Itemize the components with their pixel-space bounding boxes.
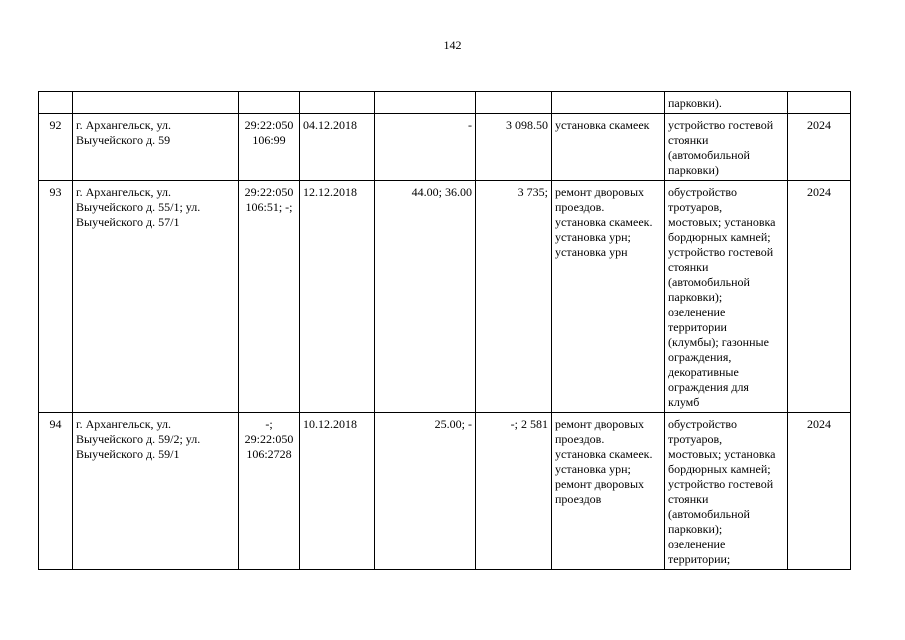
cell-work xyxy=(552,114,665,181)
cell-plan-line: ограждения для xyxy=(668,380,749,394)
cell-work-line: установка скамеек. xyxy=(555,447,653,461)
cell-cost xyxy=(476,92,552,114)
cell-date-text: 04.12.2018 xyxy=(303,118,357,132)
cell-plan-line: устройство гостевой xyxy=(668,118,774,132)
cell-address-line: г. Архангельск, ул. xyxy=(76,417,171,431)
cell-work-line: установка скамеек xyxy=(555,118,650,132)
cell-address-line: Выучейского д. 59 xyxy=(76,133,171,147)
cell-cost xyxy=(476,114,552,181)
cell-cost xyxy=(476,181,552,413)
table-row xyxy=(39,181,851,413)
cell-plan-line: (клумбы); газонные xyxy=(668,335,769,349)
cell-year xyxy=(788,92,851,114)
cell-cadastral-line: 106:51; -; xyxy=(245,200,293,214)
cell-plan-line: мостовых; установка xyxy=(668,215,776,229)
cell-date xyxy=(300,413,375,570)
cell-cost-text: 3 098.50 xyxy=(506,118,548,132)
cell-area xyxy=(375,92,476,114)
cell-cadastral xyxy=(239,92,300,114)
cell-cost-text: 3 735; xyxy=(517,185,548,199)
cell-date xyxy=(300,114,375,181)
cell-num xyxy=(39,92,73,114)
cell-work-line: ремонт дворовых xyxy=(555,417,645,431)
cell-cadastral-line: -; xyxy=(265,417,273,431)
cell-cadastral-line: 29:22:050 xyxy=(244,432,294,446)
cell-plan-line: мостовых; установка xyxy=(668,447,776,461)
cell-year xyxy=(788,181,851,413)
cell-plan-line: (автомобильной xyxy=(668,507,750,521)
cell-address xyxy=(73,114,239,181)
cell-plan-line: стоянки xyxy=(668,492,709,506)
cell-plan-line: озеленение xyxy=(668,305,726,319)
cell-plan-line: парковки); xyxy=(668,522,723,536)
cell-num-text: 92 xyxy=(49,118,62,132)
cell-plan-line: тротуаров, xyxy=(668,200,723,214)
cell-plan xyxy=(665,114,788,181)
cell-plan-line: бордюрных камней; xyxy=(668,230,771,244)
plan-text: парковки). xyxy=(668,96,722,110)
cell-year-text: 2024 xyxy=(807,118,831,132)
cell-work-line: установка скамеек. xyxy=(555,215,653,229)
cell-area-text: 44.00; 36.00 xyxy=(411,185,472,199)
cell-year-text: 2024 xyxy=(807,417,831,431)
cell-num xyxy=(39,413,73,570)
cell-work-line: ремонт дворовых xyxy=(555,477,645,491)
cell-work-line: ремонт дворовых xyxy=(555,185,645,199)
cell-plan-line: стоянки xyxy=(668,133,709,147)
cell-address xyxy=(73,181,239,413)
cell-plan-line: озеленение xyxy=(668,537,726,551)
cell-num xyxy=(39,114,73,181)
cell-plan-line: парковки) xyxy=(668,163,719,177)
cell-work-line: проездов. xyxy=(555,432,605,446)
cell-num-text: 94 xyxy=(49,417,62,431)
cell-cadastral xyxy=(239,413,300,570)
cell-plan-line: обустройство xyxy=(668,185,737,199)
cell-cost xyxy=(476,413,552,570)
cell-plan-line: бордюрных камней; xyxy=(668,462,771,476)
cell-area-text: - xyxy=(468,118,472,132)
cell-area xyxy=(375,114,476,181)
page-number: 142 xyxy=(443,38,462,52)
cell-cadastral xyxy=(239,114,300,181)
cell-plan-line: ограждения, xyxy=(668,350,732,364)
cell-date-text: 10.12.2018 xyxy=(303,417,357,431)
cell-date xyxy=(300,181,375,413)
cell-work xyxy=(552,413,665,570)
continuation-row xyxy=(39,92,851,114)
cell-plan-line: декоративные xyxy=(668,365,739,379)
cell-area xyxy=(375,181,476,413)
cell-work-line: установка урн; xyxy=(555,462,631,476)
cell-work-line: установка урн; xyxy=(555,230,631,244)
cell-address-line: г. Архангельск, ул. xyxy=(76,118,171,132)
cell-address xyxy=(73,92,239,114)
cell-year xyxy=(788,413,851,570)
cell-cost-text: -; 2 581 xyxy=(510,417,548,431)
cell-address-line: Выучейского д. 55/1; ул. xyxy=(76,200,201,214)
cell-cadastral-line: 29:22:050 xyxy=(244,118,294,132)
cell-area xyxy=(375,413,476,570)
cell-plan-line: тротуаров, xyxy=(668,432,723,446)
cell-plan-line: стоянки xyxy=(668,260,709,274)
cell-address-line: Выучейского д. 57/1 xyxy=(76,215,180,229)
cell-cadastral-line: 106:2728 xyxy=(246,447,292,461)
cell-address xyxy=(73,413,239,570)
cell-cadastral-line: 29:22:050 xyxy=(244,185,294,199)
cell-cadastral-line: 106:99 xyxy=(252,133,286,147)
cell-plan xyxy=(665,181,788,413)
cell-plan xyxy=(665,92,788,114)
cell-plan-line: клумб xyxy=(668,395,700,409)
table-row xyxy=(39,114,851,181)
cell-area-text: 25.00; - xyxy=(434,417,472,431)
cell-address-line: г. Архангельск, ул. xyxy=(76,185,171,199)
cell-plan-line: обустройство xyxy=(668,417,737,431)
cell-work-line: проездов. xyxy=(555,200,605,214)
cell-plan-line: территории xyxy=(668,320,727,334)
cell-num xyxy=(39,181,73,413)
cell-address-line: Выучейского д. 59/1 xyxy=(76,447,180,461)
table-row xyxy=(39,413,851,570)
cell-year xyxy=(788,114,851,181)
cell-plan-line: устройство гостевой xyxy=(668,477,774,491)
cell-year-text: 2024 xyxy=(807,185,831,199)
cell-plan-line: парковки); xyxy=(668,290,723,304)
cell-work-line: проездов xyxy=(555,492,602,506)
cell-plan-line: (автомобильной xyxy=(668,275,750,289)
cell-address-line: Выучейского д. 59/2; ул. xyxy=(76,432,201,446)
cell-plan-line: (автомобильной xyxy=(668,148,750,162)
cell-date-text: 12.12.2018 xyxy=(303,185,357,199)
cell-date xyxy=(300,92,375,114)
cell-cadastral xyxy=(239,181,300,413)
cell-plan xyxy=(665,413,788,570)
cell-plan-line: территории; xyxy=(668,552,731,566)
cell-plan-line: устройство гостевой xyxy=(668,245,774,259)
cell-num-text: 93 xyxy=(49,185,62,199)
cell-work xyxy=(552,181,665,413)
cell-work-line: установка урн xyxy=(555,245,628,259)
improvement-table xyxy=(38,91,851,570)
cell-work xyxy=(552,92,665,114)
